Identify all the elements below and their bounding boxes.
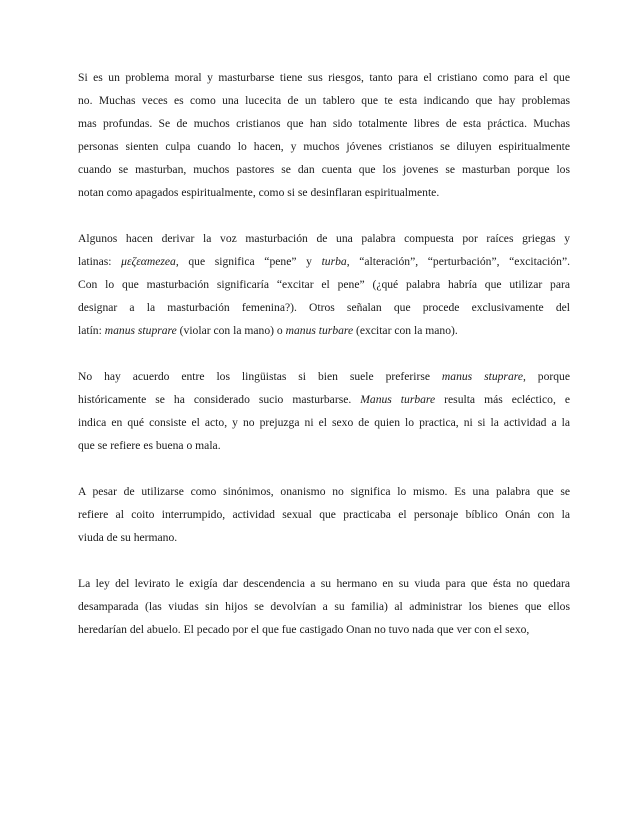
text-run: latinas:	[78, 255, 122, 268]
text-run: La ley del levirato le exigía dar descendencia a su hermano en su viuda para que ésta no quedara	[78, 577, 570, 590]
text-line	[78, 365, 570, 388]
text-line	[78, 411, 570, 434]
text-line	[78, 158, 570, 181]
text-run: indica en qué consiste el acto, y no prejuzga ni el sexo de quien lo practica, ni si la actividad a la	[78, 416, 570, 429]
text-run: (violar con la mano) o	[176, 324, 286, 337]
paragraph	[78, 227, 570, 342]
text-run: Con lo que masturbación significaría “excitar el pene” (¿qué palabra habría que utilizar para	[78, 278, 570, 291]
paragraph-gap	[78, 549, 570, 572]
text-line	[78, 112, 570, 135]
text-run: (excitar con la mano).	[353, 324, 458, 337]
text-run: latín:	[78, 324, 105, 337]
text-line	[78, 434, 570, 457]
paragraph-gap	[78, 457, 570, 480]
text-run: viuda de su hermano.	[78, 531, 178, 544]
text-run: personas sienten culpa cuando lo hacen, y muchos jóvenes cristianos se diluyen espiritualmente	[78, 140, 570, 153]
text-line	[78, 66, 570, 89]
text-run: mas profundas. Se de muchos cristianos que han sido totalmente libres de esta práctica. Muchas	[78, 117, 570, 130]
italic-term: manus turbare	[285, 324, 354, 337]
text-line	[78, 250, 570, 273]
text-run: cuando se masturban, muchos pastores se dan cuenta que los jovenes se masturban porque los	[78, 163, 570, 176]
text-line	[78, 89, 570, 112]
text-run: que se refiere es buena o mala.	[78, 439, 221, 452]
italic-term: Manus turbare	[360, 393, 436, 406]
paragraph-gap	[78, 204, 570, 227]
text-run: Algunos hacen derivar la voz masturbación de una palabra compuesta por raíces griegas y	[78, 232, 570, 245]
text-line	[78, 135, 570, 158]
text-line	[78, 227, 570, 250]
text-run: no. Muchas veces es como una lucecita de un tablero que te esta indicando que hay problemas	[78, 94, 570, 107]
italic-term: μεζεαmezea	[121, 255, 176, 268]
italic-term: manus stuprare	[104, 324, 177, 337]
text-run: A pesar de utilizarse como sinónimos, onanismo no significa lo mismo. Es una palabra que se	[78, 485, 570, 498]
italic-term: turba	[321, 255, 347, 268]
paragraph	[78, 66, 570, 204]
text-line	[78, 526, 570, 549]
text-run: refiere al coito interrumpido, actividad sexual que practicaba el personaje bíblico Onán con la	[78, 508, 570, 521]
document-body	[78, 66, 570, 641]
paragraph	[78, 572, 570, 641]
text-line	[78, 572, 570, 595]
text-run: notan como apagados espiritualmente, como si se desinflaran espiritualmente.	[78, 186, 440, 199]
text-line	[78, 319, 570, 342]
italic-term: manus stuprare	[441, 370, 523, 383]
text-line	[78, 181, 570, 204]
text-run: heredarían del abuelo. El pecado por el que fue castigado Onan no tuvo nada que ver con el sexo,	[78, 623, 530, 636]
text-line	[78, 595, 570, 618]
text-run: históricamente se ha considerado sucio masturbarse.	[78, 393, 361, 406]
paragraph	[78, 480, 570, 549]
text-line	[78, 296, 570, 319]
text-run: , que significa “pene” y	[175, 255, 322, 268]
paragraph	[78, 365, 570, 457]
text-line	[78, 503, 570, 526]
text-run: desamparada (las viudas sin hijos se devolvían a su familia) al administrar los bienes que ellos	[78, 600, 570, 613]
text-line	[78, 388, 570, 411]
text-run: Si es un problema moral y masturbarse tiene sus riesgos, tanto para el cristiano como para el que	[78, 71, 570, 84]
text-run: , porque	[522, 370, 570, 383]
text-run: No hay acuerdo entre los lingüistas si bien suele preferirse	[78, 370, 442, 383]
text-line	[78, 273, 570, 296]
text-run: resulta más ecléctico, e	[435, 393, 570, 406]
paragraph-gap	[78, 342, 570, 365]
text-run: designar a la masturbación femenina?). Otros señalan que procede exclusivamente del	[78, 301, 570, 314]
text-line	[78, 480, 570, 503]
text-line	[78, 618, 570, 641]
text-run: , “alteración”, “perturbación”, “excitación”.	[346, 255, 570, 268]
